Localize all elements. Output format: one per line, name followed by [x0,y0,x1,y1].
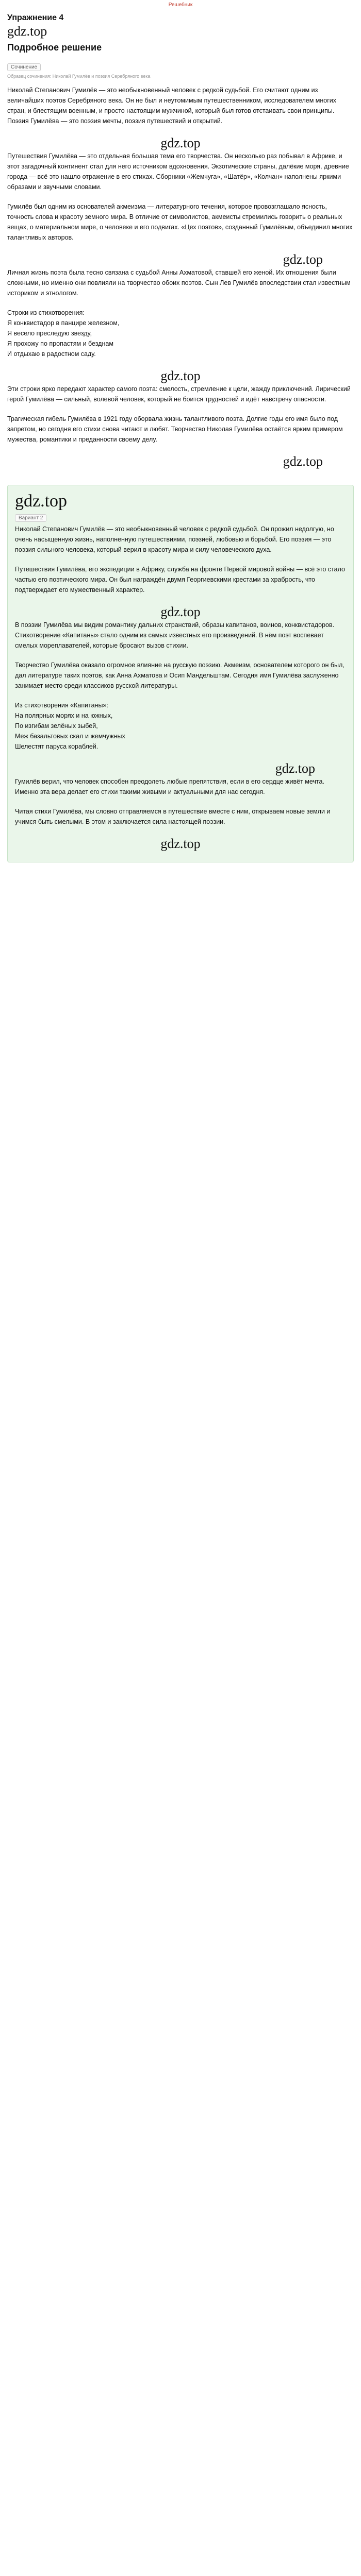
paragraph: Николай Степанович Гумилёв — это необыкновенный человек с редкой судьбой. Он прожил недолгую, но очень насыщенную жизнь, наполненную путешествиями, поэзией, любовью и борьбой. Его поэзия — это поэзия сильного человека, который верил в красоту мира и силу человеческого духа. [15,526,334,553]
watermark: gdz.top [283,454,323,469]
poem-line: Я конквистадор в панцире железном, [7,319,120,327]
paragraph: Эти строки ярко передают характер самого поэта: смелость, стремление к цели, жажду приключений. Лирический герой Гумилёва — сильный, волевой человек, который не боится трудностей и идёт навстречу опасности. [7,385,351,403]
paragraph: Николай Степанович Гумилёв — это необыкновенный человек с редкой судьбой. Его считают одним из величайших поэтов Серебряного века. Он не был и неутомимым путешественником, исследователем многих стран, и блестящим военным, и просто настоящим мужчиной, который был готов отстаивать свои принципы. Поэзия Гумилёва — это поэзия мечты, поэзия путешествий и открытий. [7,87,337,125]
watermark: gdz.top [160,836,201,851]
top-note[interactable]: Решебник [168,2,193,8]
poem-line: По изгибам зелёных зыбей, [15,722,98,730]
paragraph: Путешествия Гумилёва, его экспедиции в Африку, служба на фронте Первой мировой войны — всё это стало частью его поэтического мира. Он был награждён двумя Георгиевскими крестами за храбрость, что подтверждает его мужественный характер. [15,566,346,594]
content [0,13,361,862]
poem [15,700,346,752]
paragraph: Творчество Гумилёва оказало огромное влияние на русскую поэзию. Акмеизм, основателем которого он был, дал литературе таких поэтов, как Анна Ахматова и Осип Мандельштам. Сегодня имя Гумилёва заслуженно занимает место среди классиков русской литературы. [15,662,344,689]
watermark: gdz.top [160,368,201,383]
second-variant-block [7,485,354,862]
poem-line: И отдыхаю в радостном саду. [7,350,96,358]
paragraph: В поэзии Гумилёва мы видим романтику дальних странствий, образы капитанов, воинов, конквистадоров. Стихотворение «Капитаны» стало одним из самых известных его произведений. В нём поэт воспевает смелых мореплавателей, которые бросают вызов стихии. [15,621,335,649]
paragraph: Читая стихи Гумилёва, мы словно отправляемся в путешествие вместе с ним, открываем новые земли и учимся быть смелыми. В этом и заключается сила настоящей поэзии. [15,808,331,825]
paragraph: Гумилёв верил, что человек способен преодолеть любые препятствия, если в его сердце живёт мечта. Именно эта вера делает его стихи такими живыми и актуальными для нас сегодня. [15,778,324,795]
watermark: gdz.top [7,24,47,39]
paragraph: Путешествия Гумилёва — это отдельная большая тема его творчества. Он несколько раз побывал в Африке, и этот загадочный континент стал для него источником вдохновения. Экзотические страны, далёкие моря, древние города — всё это нашло отражение в его стихах. Сборники «Жемчуга», «Шатёр», «Колчан» наполнены яркими образами и звучными словами. [7,152,349,191]
paragraph: Гумилёв был одним из основателей акмеизма — литературного течения, которое провозглашало ясность, точность слова и красоту земного мира. В отличие от символистов, акмеисты стремились говорить о реальных вещах, о материальном мире, о человеке и его подвигах. «Цех поэтов», созданный Гумилёвым, объединил многих талантливых авторов. [7,203,353,241]
exercise-title: Упражнение 4 [7,13,64,22]
poem-line: Я весело преследую звезду, [7,330,92,337]
paragraph: Личная жизнь поэта была тесно связана с судьбой Анны Ахматовой, ставшей его женой. Их отношения были сложными, но именно они повлияли на творчество обоих поэтов. Сын Лев Гумилёв впоследствии стал известным историком и этнологом. [7,269,351,297]
poem-line: Шелестят паруса кораблей. [15,743,99,750]
poem [7,308,354,359]
paragraph: Трагическая гибель Гумилёва в 1921 году оборвала жизнь талантливого поэта. Долгие годы его имя было под запретом, но сегодня его стихи снова читают и любят. Творчество Николая Гумилёва остаётся ярким примером мужества, романтики и преданности своему делу. [7,415,343,443]
poem-line: На полярных морях и на южных, [15,712,113,719]
watermark: gdz.top [160,604,201,619]
poem-label: Строки из стихотворения: [7,309,85,316]
sub-note: Образец сочинения: Николай Гумилёв и поэзия Серебряного века [7,74,151,79]
poem-label: Из стихотворения «Капитаны»: [15,702,108,709]
tag-label: Сочинение [7,63,41,71]
watermark: gdz.top [275,761,315,776]
poem-line: Меж базальтовых скал и жемчужных [15,733,125,740]
watermark: gdz.top [160,135,201,150]
poem-line: Я прохожу по пропастям и безднам [7,340,113,347]
section-heading: Подробное решение [7,42,102,53]
variant-tag: Вариант 2 [15,514,46,522]
watermark: gdz.top [15,492,68,511]
watermark: gdz.top [283,252,323,267]
